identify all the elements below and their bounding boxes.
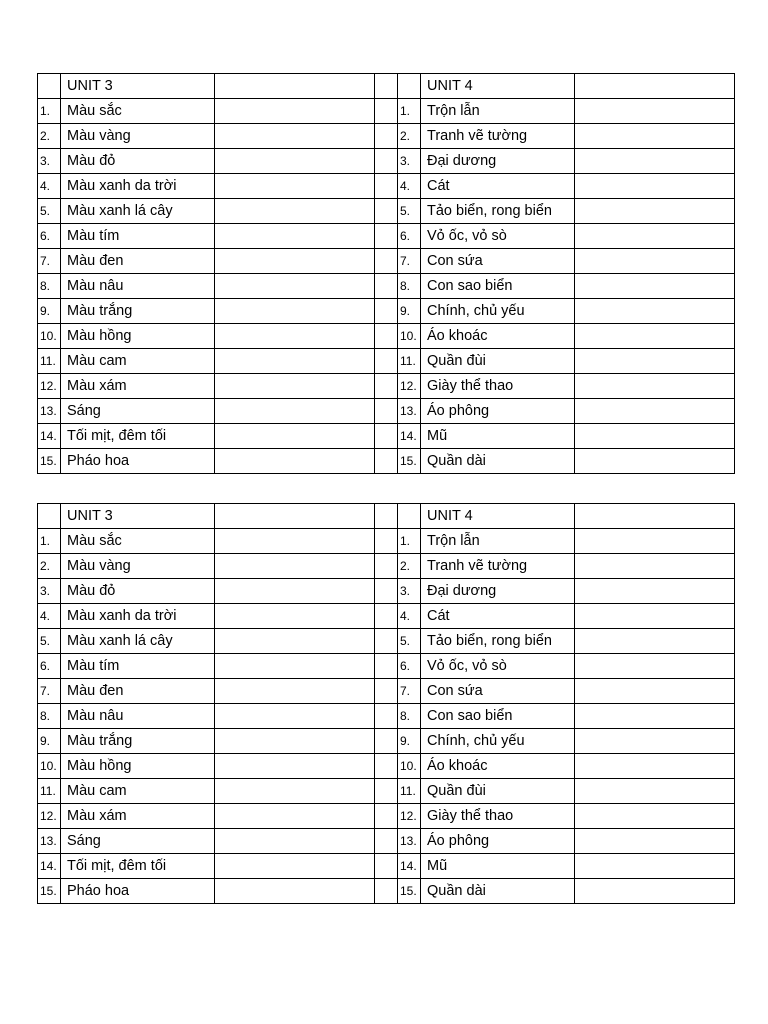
- row-number-unit-4: 10.: [398, 754, 421, 779]
- row-number-unit-3: 7.: [38, 679, 61, 704]
- answer-cell: [215, 629, 375, 654]
- row-number-unit-4: 14.: [398, 424, 421, 449]
- table-header-row: [38, 74, 735, 99]
- header-num-cell: [38, 504, 61, 529]
- answer-cell: [575, 349, 735, 374]
- vocab-word-unit-4: Áo phông: [421, 829, 575, 854]
- vocab-word-unit-3: Màu xám: [61, 374, 215, 399]
- row-number-unit-3: 14.: [38, 854, 61, 879]
- answer-cell: [215, 274, 375, 299]
- table-row: [38, 779, 735, 804]
- table-row: [38, 149, 735, 174]
- answer-cell: [215, 654, 375, 679]
- answer-cell: [575, 704, 735, 729]
- vocab-word-unit-4: Chính, chủ yếu: [421, 729, 575, 754]
- vocab-word-unit-3: Tối mịt, đêm tối: [61, 854, 215, 879]
- table-row: [38, 399, 735, 424]
- unit-3-header: UNIT 3: [61, 74, 215, 99]
- answer-cell: [215, 504, 375, 529]
- answer-cell: [575, 604, 735, 629]
- vocab-word-unit-3: Màu vàng: [61, 124, 215, 149]
- vocab-word-unit-3: Màu xanh lá cây: [61, 199, 215, 224]
- answer-cell: [215, 99, 375, 124]
- row-number-unit-3: 7.: [38, 249, 61, 274]
- answer-cell: [575, 854, 735, 879]
- vocab-word-unit-3: Màu trắng: [61, 299, 215, 324]
- answer-cell: [575, 74, 735, 99]
- answer-cell: [215, 349, 375, 374]
- answer-cell: [575, 199, 735, 224]
- answer-cell: [215, 174, 375, 199]
- row-number-unit-4: 4.: [398, 604, 421, 629]
- table-row: [38, 854, 735, 879]
- spacer-cell: [375, 804, 398, 829]
- row-number-unit-3: 4.: [38, 604, 61, 629]
- row-number-unit-4: 8.: [398, 274, 421, 299]
- unit-4-header: UNIT 4: [421, 74, 575, 99]
- answer-cell: [215, 879, 375, 904]
- table-row: [38, 99, 735, 124]
- spacer-cell: [375, 529, 398, 554]
- answer-cell: [575, 754, 735, 779]
- row-number-unit-3: 12.: [38, 374, 61, 399]
- answer-cell: [575, 779, 735, 804]
- answer-cell: [215, 199, 375, 224]
- header-num-cell: [375, 74, 398, 99]
- vocab-word-unit-4: Tranh vẽ tường: [421, 124, 575, 149]
- vocab-word-unit-3: Màu sắc: [61, 529, 215, 554]
- row-number-unit-3: 8.: [38, 274, 61, 299]
- spacer-cell: [375, 729, 398, 754]
- row-number-unit-3: 1.: [38, 99, 61, 124]
- vocab-word-unit-3: Màu trắng: [61, 729, 215, 754]
- row-number-unit-3: 8.: [38, 704, 61, 729]
- row-number-unit-4: 5.: [398, 629, 421, 654]
- vocab-word-unit-3: Màu đen: [61, 249, 215, 274]
- spacer-cell: [375, 324, 398, 349]
- vocab-word-unit-3: Màu nâu: [61, 704, 215, 729]
- table-row: [38, 324, 735, 349]
- answer-cell: [575, 99, 735, 124]
- spacer-cell: [375, 149, 398, 174]
- vocab-word-unit-4: Trộn lẫn: [421, 529, 575, 554]
- spacer-cell: [375, 554, 398, 579]
- vocab-word-unit-4: Chính, chủ yếu: [421, 299, 575, 324]
- row-number-unit-3: 9.: [38, 299, 61, 324]
- spacer-cell: [375, 704, 398, 729]
- answer-cell: [215, 554, 375, 579]
- vocab-word-unit-3: Màu hồng: [61, 754, 215, 779]
- row-number-unit-4: 1.: [398, 99, 421, 124]
- row-number-unit-4: 6.: [398, 654, 421, 679]
- table-row: [38, 349, 735, 374]
- table-row: [38, 754, 735, 779]
- row-number-unit-3: 14.: [38, 424, 61, 449]
- row-number-unit-4: 3.: [398, 579, 421, 604]
- vocab-word-unit-3: Màu tím: [61, 654, 215, 679]
- vocab-word-unit-4: Con sao biển: [421, 704, 575, 729]
- vocab-word-unit-3: Pháo hoa: [61, 879, 215, 904]
- spacer-cell: [375, 754, 398, 779]
- header-num-cell: [398, 504, 421, 529]
- table-row: [38, 274, 735, 299]
- spacer-cell: [375, 124, 398, 149]
- vocab-word-unit-4: Quần dài: [421, 879, 575, 904]
- row-number-unit-3: 11.: [38, 779, 61, 804]
- row-number-unit-3: 6.: [38, 654, 61, 679]
- spacer-cell: [375, 349, 398, 374]
- row-number-unit-4: 7.: [398, 679, 421, 704]
- spacer-cell: [375, 654, 398, 679]
- answer-cell: [575, 449, 735, 474]
- spacer-cell: [375, 174, 398, 199]
- answer-cell: [215, 579, 375, 604]
- answer-cell: [575, 654, 735, 679]
- vocab-word-unit-3: Màu xanh da trời: [61, 604, 215, 629]
- spacer-cell: [375, 199, 398, 224]
- answer-cell: [215, 854, 375, 879]
- spacer-cell: [375, 779, 398, 804]
- row-number-unit-4: 3.: [398, 149, 421, 174]
- vocab-word-unit-3: Màu tím: [61, 224, 215, 249]
- answer-cell: [215, 604, 375, 629]
- vocab-word-unit-3: Màu đỏ: [61, 149, 215, 174]
- table-row: [38, 829, 735, 854]
- answer-cell: [575, 729, 735, 754]
- spacer-cell: [375, 879, 398, 904]
- answer-cell: [215, 299, 375, 324]
- table-row: [38, 654, 735, 679]
- vocab-word-unit-4: Trộn lẫn: [421, 99, 575, 124]
- vocab-word-unit-4: Tranh vẽ tường: [421, 554, 575, 579]
- answer-cell: [215, 754, 375, 779]
- row-number-unit-4: 8.: [398, 704, 421, 729]
- vocab-word-unit-4: Đại dương: [421, 579, 575, 604]
- vocab-word-unit-4: Tảo biển, rong biển: [421, 199, 575, 224]
- row-number-unit-3: 13.: [38, 829, 61, 854]
- answer-cell: [215, 829, 375, 854]
- vocab-word-unit-3: Sáng: [61, 399, 215, 424]
- table-row: [38, 529, 735, 554]
- answer-cell: [575, 554, 735, 579]
- spacer-cell: [375, 99, 398, 124]
- row-number-unit-4: 7.: [398, 249, 421, 274]
- answer-cell: [215, 424, 375, 449]
- row-number-unit-3: 2.: [38, 124, 61, 149]
- answer-cell: [215, 74, 375, 99]
- row-number-unit-4: 15.: [398, 449, 421, 474]
- unit-3-header: UNIT 3: [61, 504, 215, 529]
- vocab-word-unit-4: Quần dài: [421, 449, 575, 474]
- row-number-unit-3: 10.: [38, 324, 61, 349]
- vocabulary-table-1: [37, 73, 735, 474]
- vocab-word-unit-4: Vỏ ốc, vỏ sò: [421, 654, 575, 679]
- spacer-cell: [375, 249, 398, 274]
- table-row: [38, 424, 735, 449]
- spacer-cell: [375, 274, 398, 299]
- answer-cell: [575, 804, 735, 829]
- row-number-unit-3: 2.: [38, 554, 61, 579]
- vocab-word-unit-3: Sáng: [61, 829, 215, 854]
- answer-cell: [575, 829, 735, 854]
- vocab-word-unit-4: Mũ: [421, 424, 575, 449]
- vocab-word-unit-3: Màu sắc: [61, 99, 215, 124]
- answer-cell: [215, 224, 375, 249]
- row-number-unit-3: 3.: [38, 579, 61, 604]
- answer-cell: [215, 449, 375, 474]
- row-number-unit-4: 4.: [398, 174, 421, 199]
- table-row: [38, 579, 735, 604]
- answer-cell: [575, 174, 735, 199]
- vocab-word-unit-3: Màu đỏ: [61, 579, 215, 604]
- row-number-unit-4: 10.: [398, 324, 421, 349]
- row-number-unit-3: 15.: [38, 879, 61, 904]
- table-row: [38, 679, 735, 704]
- table-row: [38, 374, 735, 399]
- row-number-unit-3: 1.: [38, 529, 61, 554]
- row-number-unit-3: 13.: [38, 399, 61, 424]
- vocab-word-unit-3: Tối mịt, đêm tối: [61, 424, 215, 449]
- vocab-word-unit-4: Con sứa: [421, 679, 575, 704]
- table-header-row: [38, 504, 735, 529]
- spacer-cell: [375, 604, 398, 629]
- answer-cell: [575, 324, 735, 349]
- row-number-unit-3: 5.: [38, 629, 61, 654]
- row-number-unit-4: 2.: [398, 554, 421, 579]
- answer-cell: [215, 124, 375, 149]
- row-number-unit-3: 12.: [38, 804, 61, 829]
- vocab-word-unit-3: Màu cam: [61, 779, 215, 804]
- row-number-unit-3: 4.: [38, 174, 61, 199]
- row-number-unit-3: 15.: [38, 449, 61, 474]
- vocab-word-unit-4: Con sứa: [421, 249, 575, 274]
- header-num-cell: [398, 74, 421, 99]
- spacer-cell: [375, 854, 398, 879]
- answer-cell: [575, 579, 735, 604]
- table-row: [38, 249, 735, 274]
- vocabulary-table-2: [37, 503, 735, 904]
- row-number-unit-4: 12.: [398, 804, 421, 829]
- vocab-word-unit-3: Màu nâu: [61, 274, 215, 299]
- row-number-unit-4: 2.: [398, 124, 421, 149]
- vocab-word-unit-3: Màu xám: [61, 804, 215, 829]
- answer-cell: [215, 249, 375, 274]
- row-number-unit-3: 3.: [38, 149, 61, 174]
- table-row: [38, 604, 735, 629]
- vocab-word-unit-4: Giày thể thao: [421, 804, 575, 829]
- vocab-word-unit-4: Áo khoác: [421, 754, 575, 779]
- spacer-cell: [375, 629, 398, 654]
- spacer-cell: [375, 299, 398, 324]
- table-row: [38, 879, 735, 904]
- answer-cell: [575, 149, 735, 174]
- answer-cell: [215, 679, 375, 704]
- vocab-word-unit-4: Giày thể thao: [421, 374, 575, 399]
- answer-cell: [215, 399, 375, 424]
- answer-cell: [215, 779, 375, 804]
- spacer-cell: [375, 399, 398, 424]
- answer-cell: [575, 299, 735, 324]
- vocab-word-unit-4: Vỏ ốc, vỏ sò: [421, 224, 575, 249]
- vocab-word-unit-4: Cát: [421, 604, 575, 629]
- table-row: [38, 224, 735, 249]
- row-number-unit-4: 5.: [398, 199, 421, 224]
- answer-cell: [575, 879, 735, 904]
- answer-cell: [575, 374, 735, 399]
- answer-cell: [575, 249, 735, 274]
- spacer-cell: [375, 449, 398, 474]
- table-row: [38, 729, 735, 754]
- answer-cell: [575, 629, 735, 654]
- unit-4-header: UNIT 4: [421, 504, 575, 529]
- vocab-word-unit-4: Tảo biển, rong biển: [421, 629, 575, 654]
- spacer-cell: [375, 579, 398, 604]
- answer-cell: [575, 274, 735, 299]
- spacer-cell: [375, 679, 398, 704]
- answer-cell: [215, 804, 375, 829]
- vocab-word-unit-4: Con sao biển: [421, 274, 575, 299]
- table-row: [38, 299, 735, 324]
- row-number-unit-4: 13.: [398, 399, 421, 424]
- vocab-word-unit-4: Mũ: [421, 854, 575, 879]
- table-row: [38, 449, 735, 474]
- spacer-cell: [375, 829, 398, 854]
- vocab-word-unit-3: Pháo hoa: [61, 449, 215, 474]
- answer-cell: [575, 124, 735, 149]
- row-number-unit-4: 13.: [398, 829, 421, 854]
- table-row: [38, 629, 735, 654]
- vocab-word-unit-4: Quần đùi: [421, 779, 575, 804]
- vocabulary-table-body: [38, 504, 735, 904]
- vocab-word-unit-4: Áo khoác: [421, 324, 575, 349]
- answer-cell: [575, 679, 735, 704]
- vocab-word-unit-3: Màu cam: [61, 349, 215, 374]
- answer-cell: [215, 324, 375, 349]
- header-num-cell: [375, 504, 398, 529]
- answer-cell: [215, 729, 375, 754]
- row-number-unit-4: 12.: [398, 374, 421, 399]
- table-row: [38, 554, 735, 579]
- table-row: [38, 199, 735, 224]
- row-number-unit-4: 6.: [398, 224, 421, 249]
- table-row: [38, 124, 735, 149]
- table-row: [38, 174, 735, 199]
- row-number-unit-4: 11.: [398, 779, 421, 804]
- vocab-word-unit-4: Quần đùi: [421, 349, 575, 374]
- vocab-word-unit-3: Màu hồng: [61, 324, 215, 349]
- answer-cell: [575, 424, 735, 449]
- row-number-unit-4: 14.: [398, 854, 421, 879]
- vocab-word-unit-3: Màu đen: [61, 679, 215, 704]
- row-number-unit-4: 11.: [398, 349, 421, 374]
- header-num-cell: [38, 74, 61, 99]
- row-number-unit-4: 15.: [398, 879, 421, 904]
- table-row: [38, 804, 735, 829]
- answer-cell: [575, 504, 735, 529]
- vocab-word-unit-4: Đại dương: [421, 149, 575, 174]
- vocab-word-unit-4: Cát: [421, 174, 575, 199]
- answer-cell: [215, 529, 375, 554]
- answer-cell: [575, 224, 735, 249]
- vocab-word-unit-3: Màu vàng: [61, 554, 215, 579]
- answer-cell: [215, 704, 375, 729]
- answer-cell: [215, 374, 375, 399]
- row-number-unit-3: 6.: [38, 224, 61, 249]
- spacer-cell: [375, 424, 398, 449]
- row-number-unit-3: 11.: [38, 349, 61, 374]
- vocabulary-table-body: [38, 74, 735, 474]
- answer-cell: [575, 399, 735, 424]
- answer-cell: [215, 149, 375, 174]
- vocab-word-unit-3: Màu xanh da trời: [61, 174, 215, 199]
- spacer-cell: [375, 374, 398, 399]
- answer-cell: [575, 529, 735, 554]
- row-number-unit-3: 5.: [38, 199, 61, 224]
- row-number-unit-4: 9.: [398, 729, 421, 754]
- row-number-unit-3: 10.: [38, 754, 61, 779]
- row-number-unit-4: 1.: [398, 529, 421, 554]
- spacer-cell: [375, 224, 398, 249]
- vocab-word-unit-4: Áo phông: [421, 399, 575, 424]
- vocab-word-unit-3: Màu xanh lá cây: [61, 629, 215, 654]
- row-number-unit-3: 9.: [38, 729, 61, 754]
- table-row: [38, 704, 735, 729]
- row-number-unit-4: 9.: [398, 299, 421, 324]
